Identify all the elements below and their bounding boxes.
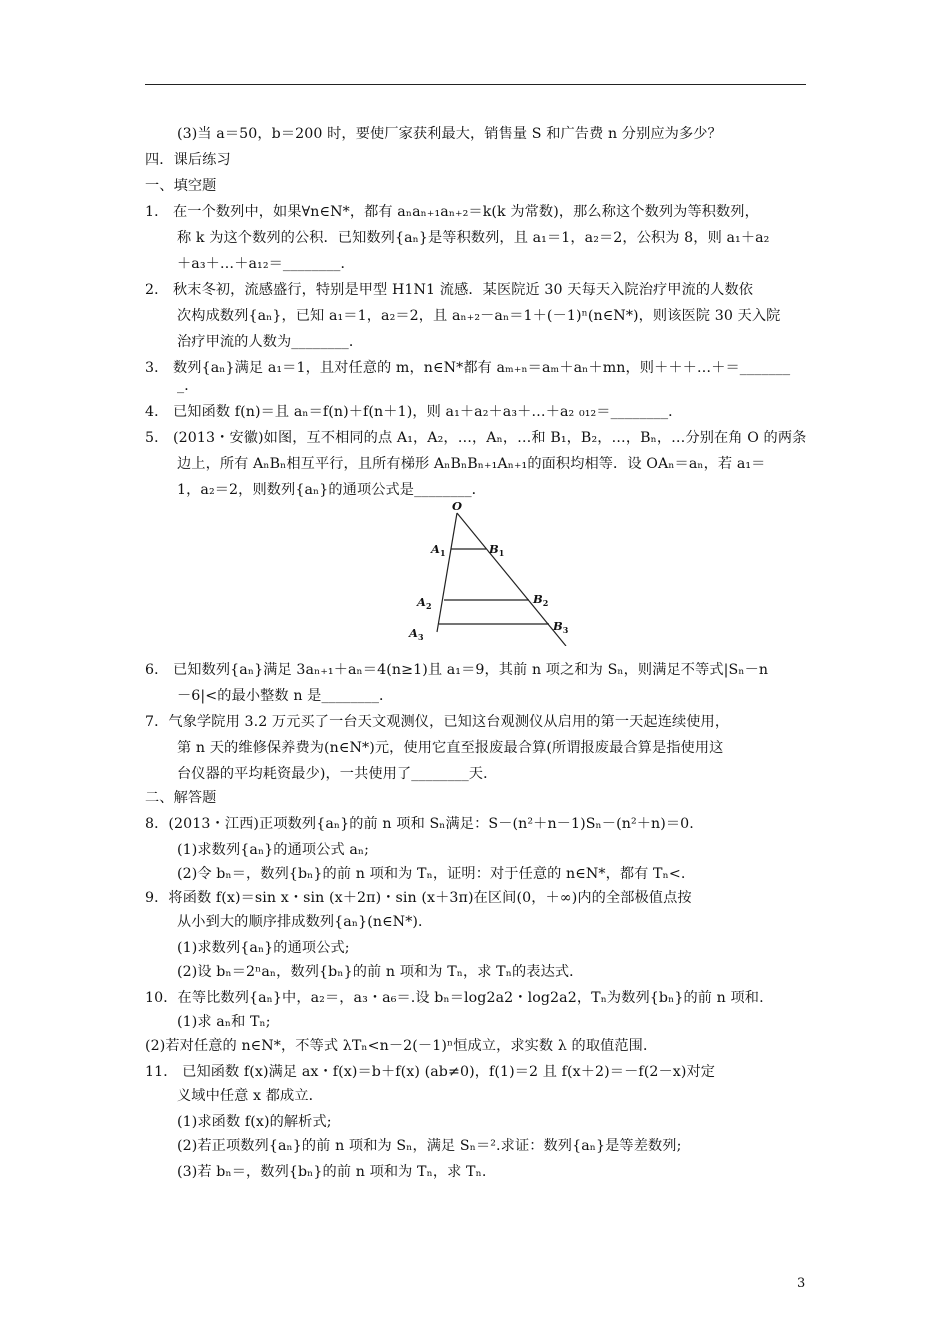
problem-line: －6|<的最小整数 n 是________． xyxy=(177,688,394,704)
problem-line: 2． 秋末冬初，流感盛行，特别是甲型 H1N1 流感．某医院近 30 天每天入院治疗甲流的人数依 xyxy=(145,282,754,298)
label-a2: $A_2$ xyxy=(417,595,432,611)
label-b1: $B_1$ xyxy=(489,542,505,558)
label-a3: $A_3$ xyxy=(409,626,424,642)
problem-line: (3)若 bₙ＝，数列{bₙ}的前 n 项和为 Tₙ，求 Tₙ. xyxy=(177,1164,487,1180)
problem-line: (2)令 bₙ＝，数列{bₙ}的前 n 项和为 Tₙ，证明：对于任意的 n∈N*，都有 Tₙ<. xyxy=(177,866,686,882)
problem-line: 台仪器的平均耗资最少)，一共使用了________天． xyxy=(177,766,498,782)
problem-line: 10．在等比数列{aₙ}中，a₂＝，a₃・a₆＝.设 bₙ＝log2a2・log2a2，Tₙ为数列{bₙ}的前 n 项和. xyxy=(145,990,764,1006)
subsection-heading: 二、解答题 xyxy=(145,790,217,806)
problem-line: (3)当 a＝50，b＝200 时，要使厂家获利最大，销售量 S 和广告费 n 分别应为多少？ xyxy=(177,126,722,142)
subsection-heading: 一、填空题 xyxy=(145,178,217,194)
problem-line: 8．(2013・江西)正项数列{aₙ}的前 n 项和 Sₙ满足：S－(n²＋n－1)Sₙ－(n²＋n)＝0. xyxy=(145,816,694,832)
problem-line: 3． 数列{aₙ}满足 a₁＝1，且对任意的 m，n∈N*都有 aₘ₊ₙ＝aₘ＋aₙ＋mn，则＋＋＋…＋＝_______ xyxy=(145,360,791,376)
problem-line: (1)求 aₙ和 Tₙ; xyxy=(177,1014,271,1030)
right-edge xyxy=(457,513,566,646)
section-heading: 四．课后练习 xyxy=(145,152,231,168)
label-a1: $A_1$ xyxy=(431,542,446,558)
problem-line: 1，a₂＝2，则数列{aₙ}的通项公式是________． xyxy=(177,482,486,498)
problem-line: 第 n 天的维修保养费为(n∈N*)元，使用它直至报废最合算(所谓报废最合算是指使用这 xyxy=(177,740,724,756)
problem-line: 9．将函数 f(x)＝sin x・sin (x＋2π)・sin (x＋3π)在区间(0，＋∞)内的全部极值点按 xyxy=(145,890,692,906)
label-b3: $B_3$ xyxy=(553,619,569,635)
problem-line: 5． (2013・安徽)如图，互不相同的点 A₁，A₂，…，Aₙ，…和 B₁，B₂，…，Bₙ，…分别在角 O 的两条 xyxy=(145,430,807,446)
label-o: O xyxy=(452,499,463,513)
problem-line: 治疗甲流的人数为________． xyxy=(177,334,364,350)
triangle-figure xyxy=(400,496,590,646)
page-number: 3 xyxy=(797,1276,806,1291)
left-edge xyxy=(437,513,457,632)
problem-line: (2)设 bₙ＝2ⁿaₙ，数列{bₙ}的前 n 项和为 Tₙ，求 Tₙ的表达式． xyxy=(177,964,584,980)
problem-line: (1)求数列{aₙ}的通项公式 aₙ; xyxy=(177,842,370,858)
problem-line: 从小到大的顺序排成数列{aₙ}(n∈N*)． xyxy=(177,914,433,930)
problem-line: (1)求数列{aₙ}的通项公式; xyxy=(177,940,350,956)
problem-line: 6． 已知数列{aₙ}满足 3aₙ₊₁＋aₙ＝4(n≥1)且 a₁＝9，其前 n 项之和为 Sₙ，则满足不等式|Sₙ－n xyxy=(145,662,769,678)
problem-line: (2)若对任意的 n∈N*，不等式 λTₙ<n－2(－1)ⁿ恒成立，求实数 λ 的取值范围． xyxy=(145,1038,658,1054)
problem-line: 边上，所有 AₙBₙ相互平行，且所有梯形 AₙBₙBₙ₊₁Aₙ₊₁的面积均相等．设 OAₙ＝aₙ，若 a₁＝ xyxy=(177,456,766,472)
problem-line: 7．气象学院用 3.2 万元买了一台天文观测仪，已知这台观测仪从启用的第一天起连续使用， xyxy=(145,714,730,730)
problem-line: 11． 已知函数 f(x)满足 ax・f(x)＝b＋f(x) (ab≠0)，f(1)＝2 且 f(x＋2)＝－f(2－x)对定 xyxy=(145,1064,716,1080)
problem-line: 1． 在一个数列中，如果∀n∈N*，都有 aₙaₙ₊₁aₙ₊₂＝k(k 为常数)，那么称这个数列为等积数列， xyxy=(145,204,759,220)
problem-line: 义域中任意 x 都成立． xyxy=(177,1088,323,1104)
header-rule xyxy=(145,84,806,85)
problem-line: (2)若正项数列{aₙ}的前 n 项和为 Sₙ，满足 Sₙ＝².求证：数列{aₙ}是等差数列; xyxy=(177,1138,682,1154)
problem-line: 称 k 为这个数列的公积．已知数列{aₙ}是等积数列，且 a₁＝1，a₂＝2，公积为 8，则 a₁＋a₂ xyxy=(177,230,770,246)
problem-line: 次构成数列{aₙ}，已知 a₁＝1，a₂＝2，且 aₙ₊₂－aₙ＝1＋(－1)ⁿ(n∈N*)，则该医院 30 天入院 xyxy=(177,308,781,324)
problem-line: (1)求函数 f(x)的解析式; xyxy=(177,1114,332,1130)
problem-line: 4． 已知函数 f(n)＝且 aₙ＝f(n)＋f(n＋1)，则 a₁＋a₂＋a₃＋…＋a₂ ₀₁₂＝________． xyxy=(145,404,683,420)
problem-line: _． xyxy=(177,378,199,394)
label-b2: $B_2$ xyxy=(533,592,549,608)
problem-line: ＋a₃＋…＋a₁₂＝________． xyxy=(177,256,355,272)
